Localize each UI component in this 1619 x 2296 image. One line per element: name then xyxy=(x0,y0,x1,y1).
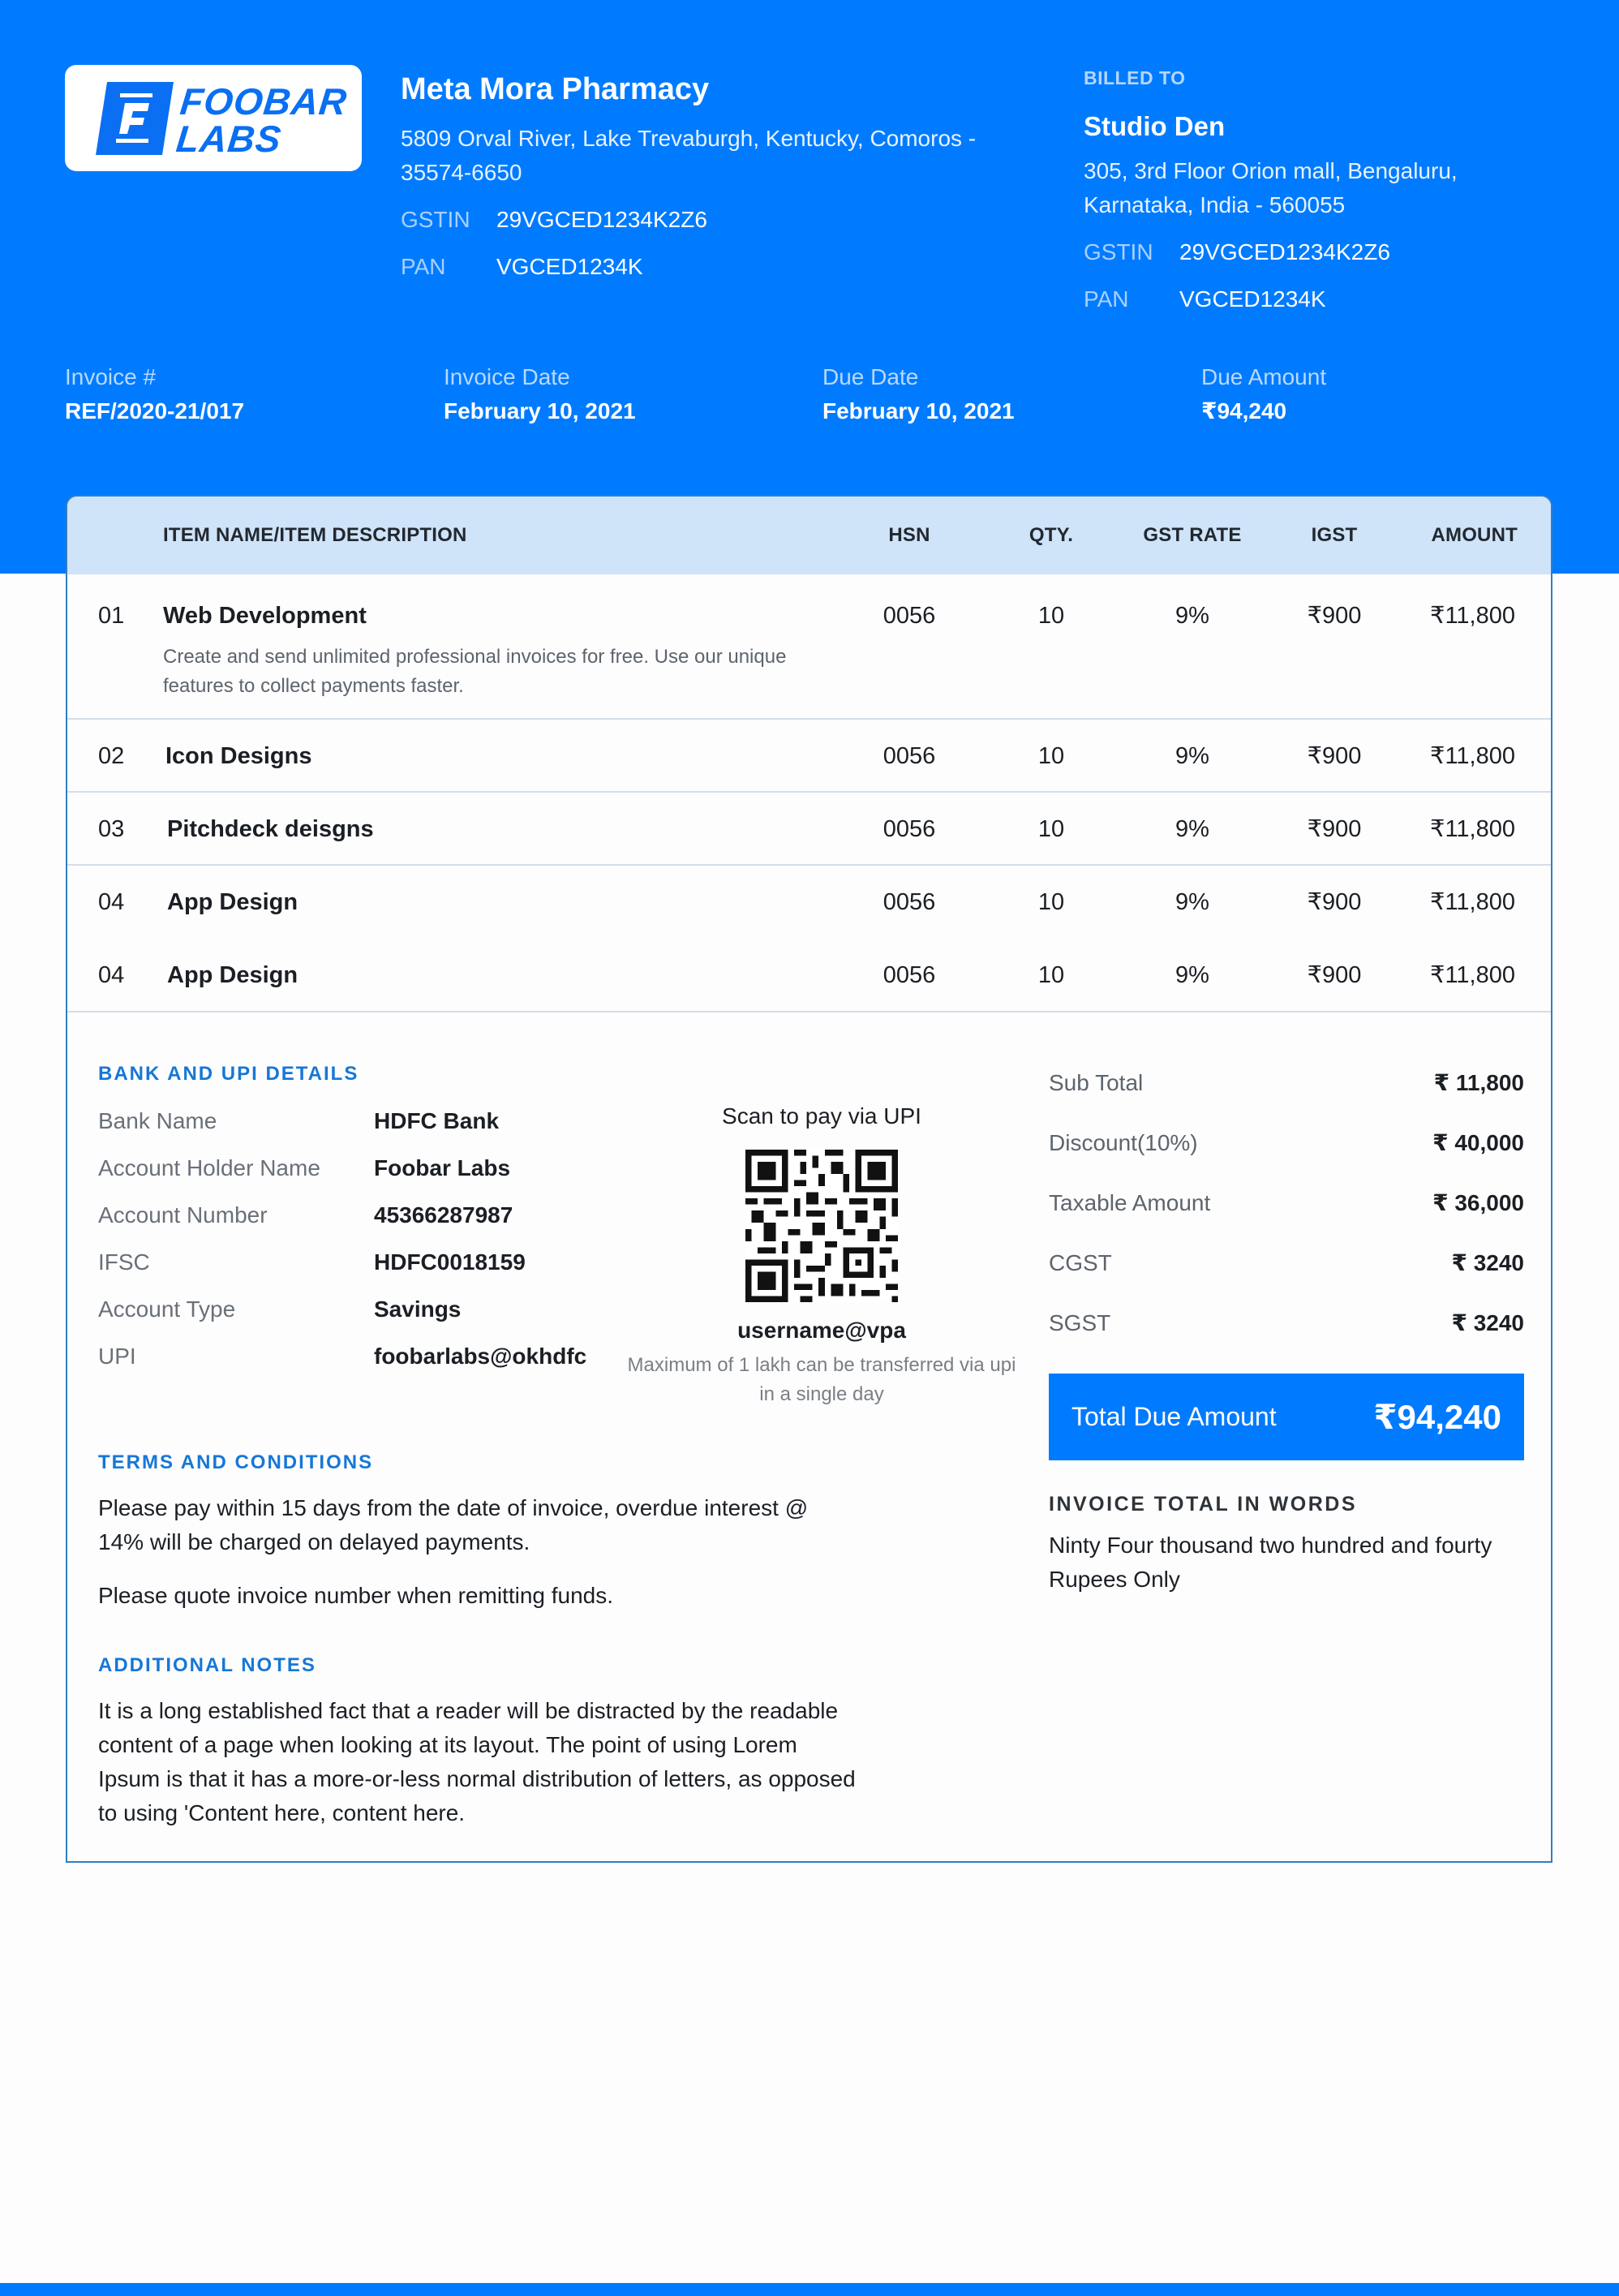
logo-wordmark xyxy=(174,80,350,160)
item-name: Pitchdeck deisgns xyxy=(167,816,374,842)
item-qty: 10 xyxy=(1037,743,1065,769)
seller-gstin xyxy=(401,204,1033,236)
client-pan-value: VGCED1234K xyxy=(1179,286,1326,312)
upi-vpa: username@vpa xyxy=(737,1318,906,1343)
terms-title: TERMS AND CONDITIONS xyxy=(98,1451,374,1473)
header-item: ITEM NAME/ITEM DESCRIPTION xyxy=(163,524,467,546)
summary-label: Taxable Amount xyxy=(1049,1190,1211,1215)
total-due-box xyxy=(1049,1374,1524,1460)
summary-sgst xyxy=(1049,1307,1524,1339)
table-row xyxy=(67,720,1551,793)
total-due-label: Total Due Amount xyxy=(1071,1402,1277,1431)
meta-label: Invoice Date xyxy=(444,364,570,389)
qr-code-icon[interactable] xyxy=(745,1150,898,1302)
invoice-meta xyxy=(65,362,1582,427)
table-row xyxy=(67,866,1551,939)
header-amount: AMOUNT xyxy=(1431,524,1518,546)
table-row xyxy=(67,793,1551,866)
upi-limit-note: Maximum of 1 lakh can be transferred via upi in a single day xyxy=(627,1354,1016,1405)
header-igst: IGST xyxy=(1311,524,1358,546)
seller-info xyxy=(401,70,1033,283)
bank-value: HDFC Bank xyxy=(374,1108,500,1133)
bank-value: HDFC0018159 xyxy=(374,1249,526,1275)
item-hsn: 0056 xyxy=(883,816,936,842)
item-gst-rate: 9% xyxy=(1175,962,1209,988)
seller-pan-label: PAN xyxy=(401,254,446,279)
meta-label: Due Date xyxy=(822,364,919,389)
summary-sub-total xyxy=(1049,1067,1524,1099)
summary-label: Discount(10%) xyxy=(1049,1130,1198,1155)
meta-label: Due Amount xyxy=(1201,364,1327,389)
item-amount: ₹11,800 xyxy=(1430,816,1515,842)
bank-value: Foobar Labs xyxy=(374,1155,511,1180)
item-gst-rate: 9% xyxy=(1175,889,1209,915)
item-igst: ₹900 xyxy=(1307,603,1362,629)
foobar-f-logo-icon xyxy=(96,82,174,155)
due-date xyxy=(822,362,1201,427)
summary-label: SGST xyxy=(1049,1310,1111,1335)
bank-label: IFSC xyxy=(98,1249,150,1275)
summary-discount xyxy=(1049,1127,1524,1159)
client-gstin-label: GSTIN xyxy=(1084,239,1153,264)
meta-value: February 10, 2021 xyxy=(444,398,636,424)
header-qty: QTY. xyxy=(1029,524,1074,546)
meta-label: Invoice # xyxy=(65,364,157,389)
item-gst-rate: 9% xyxy=(1175,603,1209,629)
header-gst-rate: GST RATE xyxy=(1143,524,1242,546)
logo-line-2: LABS xyxy=(174,118,284,160)
item-amount: ₹11,800 xyxy=(1430,889,1515,915)
client-gstin xyxy=(1084,236,1570,269)
row-number: 04 xyxy=(98,962,125,988)
upi-qr-block xyxy=(619,1101,1024,1409)
summary-cgst xyxy=(1049,1247,1524,1279)
item-igst: ₹900 xyxy=(1307,816,1362,842)
company-logo xyxy=(65,65,362,171)
item-name: Web Development xyxy=(163,603,367,629)
item-amount: ₹11,800 xyxy=(1430,962,1515,988)
item-qty: 10 xyxy=(1037,816,1065,842)
bank-value: foobarlabs@okhdfc xyxy=(374,1344,587,1369)
client-name: Studio Den xyxy=(1084,111,1226,141)
row-number: 03 xyxy=(98,816,125,842)
item-gst-rate: 9% xyxy=(1175,816,1209,842)
item-igst: ₹900 xyxy=(1307,962,1362,988)
billed-to xyxy=(1084,65,1570,316)
item-amount: ₹11,800 xyxy=(1430,743,1515,769)
item-igst: ₹900 xyxy=(1307,743,1362,769)
bank-label: Account Holder Name xyxy=(98,1155,320,1180)
item-name: App Design xyxy=(167,962,298,988)
bank-label: UPI xyxy=(98,1344,136,1369)
header-hsn: HSN xyxy=(888,524,930,546)
seller-gstin-value: 29VGCED1234K2Z6 xyxy=(496,207,707,232)
client-gstin-value: 29VGCED1234K2Z6 xyxy=(1179,239,1390,264)
client-address: 305, 3rd Floor Orion mall, Bengaluru, Karnataka, India - 560055 xyxy=(1084,158,1458,217)
bank-value: Savings xyxy=(374,1296,462,1322)
seller-pan-value: VGCED1234K xyxy=(496,254,643,279)
invoice-date xyxy=(444,362,822,427)
summary-label: Sub Total xyxy=(1049,1070,1144,1095)
summary-value: ₹ 36,000 xyxy=(1432,1190,1524,1215)
footer-bar xyxy=(0,2283,1619,2296)
item-gst-rate: 9% xyxy=(1175,743,1209,769)
bank-row-account-type xyxy=(98,1293,666,1326)
seller-gstin-label: GSTIN xyxy=(401,207,470,232)
seller-pan xyxy=(401,251,1033,283)
row-number: 04 xyxy=(98,889,125,915)
qr-caption: Scan to pay via UPI xyxy=(722,1103,921,1129)
terms-line-1: Please pay within 15 days from the date of invoice, overdue interest @ 14% will be charged on delayed payments. xyxy=(98,1495,809,1554)
invoice-card xyxy=(66,495,1552,1863)
bank-label: Account Type xyxy=(98,1296,236,1322)
meta-value: REF/2020-21/017 xyxy=(65,398,245,424)
bank-label: Account Number xyxy=(98,1202,268,1228)
notes-text: It is a long established fact that a reader will be distracted by the readable content of a page when looking at its layout. The point of using Lorem Ipsum is that it has a more-or-less normal distribution of letters, as opposed to using 'Content here, content here. xyxy=(98,1698,856,1825)
item-hsn: 0056 xyxy=(883,889,936,915)
client-pan xyxy=(1084,283,1570,316)
total-in-words-title: INVOICE TOTAL IN WORDS xyxy=(1049,1493,1358,1516)
summary-value: ₹ 40,000 xyxy=(1432,1130,1524,1155)
logo-line-1: FOOBAR xyxy=(178,80,350,123)
item-qty: 10 xyxy=(1037,962,1065,988)
item-hsn: 0056 xyxy=(883,603,936,629)
bank-row-ifsc xyxy=(98,1246,666,1279)
item-hsn: 0056 xyxy=(883,743,936,769)
table-header xyxy=(67,497,1551,574)
item-description: Create and send unlimited professional invoices for free. Use our unique features to collect payments faster. xyxy=(163,646,787,697)
table-row xyxy=(67,939,1551,1013)
summary-value: ₹ 11,800 xyxy=(1433,1070,1524,1095)
total-in-words: Ninty Four thousand two hundred and fourty Rupees Only xyxy=(1049,1533,1492,1592)
summary-taxable-amount xyxy=(1049,1187,1524,1219)
item-qty: 10 xyxy=(1037,603,1065,629)
due-amount xyxy=(1201,362,1580,427)
bank-row-upi xyxy=(98,1340,666,1373)
client-pan-label: PAN xyxy=(1084,286,1129,312)
summary-value: ₹ 3240 xyxy=(1451,1310,1524,1335)
row-number: 01 xyxy=(98,603,125,629)
item-igst: ₹900 xyxy=(1307,889,1362,915)
item-amount: ₹11,800 xyxy=(1430,603,1515,629)
bank-value: 45366287987 xyxy=(374,1202,513,1228)
summary-label: CGST xyxy=(1049,1250,1112,1275)
bank-row-account-holder xyxy=(98,1152,666,1185)
item-name: Icon Designs xyxy=(165,743,312,769)
item-name: App Design xyxy=(167,889,298,915)
notes-title: ADDITIONAL NOTES xyxy=(98,1654,316,1676)
total-due-value: ₹94,240 xyxy=(1373,1398,1501,1436)
table-row xyxy=(67,574,1551,720)
bank-row-bank-name xyxy=(98,1105,666,1137)
seller-address: 5809 Orval River, Lake Trevaburgh, Kentucky, Comoros - 35574-6650 xyxy=(401,126,977,185)
item-hsn: 0056 xyxy=(883,962,936,988)
bank-label: Bank Name xyxy=(98,1108,217,1133)
billed-to-caption: BILLED TO xyxy=(1084,67,1186,88)
meta-value: ₹94,240 xyxy=(1201,398,1287,424)
seller-name: Meta Mora Pharmacy xyxy=(401,72,710,106)
item-qty: 10 xyxy=(1037,889,1065,915)
bank-section-title: BANK AND UPI DETAILS xyxy=(98,1063,359,1085)
terms-line-2: Please quote invoice number when remitting funds. xyxy=(98,1583,614,1608)
meta-value: February 10, 2021 xyxy=(822,398,1015,424)
row-number: 02 xyxy=(98,743,125,769)
summary-value: ₹ 3240 xyxy=(1451,1250,1524,1275)
bank-row-account-number xyxy=(98,1199,666,1232)
invoice-number xyxy=(65,362,444,427)
